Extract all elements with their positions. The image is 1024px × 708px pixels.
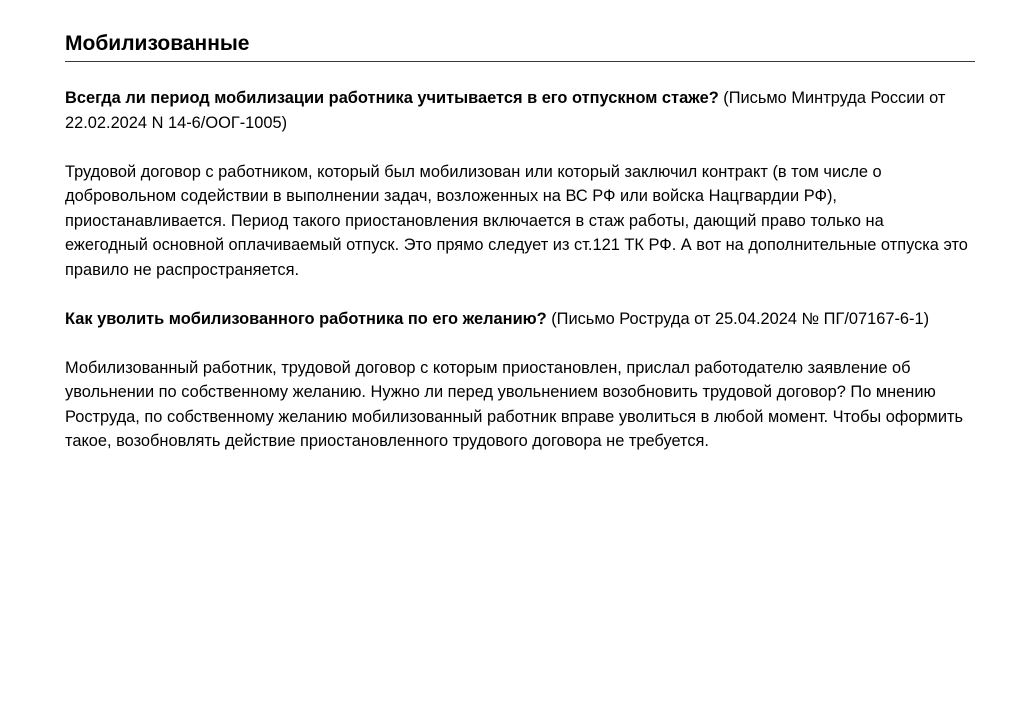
question-paragraph-1 (65, 86, 970, 135)
title-divider (65, 61, 975, 62)
document-body (65, 86, 970, 478)
page-title: Мобилизованные (65, 32, 250, 55)
source-2: (Письмо Роструда от 25.04.2024 № ПГ/07167-6-1) (551, 309, 930, 328)
question-paragraph-2 (65, 307, 970, 332)
answer-paragraph-1: Трудовой договор с работником, который был мобилизован или который заключил контракт (в том числе о добровольном содействии в выполнении задач, возложенных на ВС РФ или войска Нацгвардии РФ), приостанавливается. Период такого приостановления включается в стаж работы, дающий право только на ежегодный основной оплачиваемый отпуск. Это прямо следует из ст.121 ТК РФ. А вот на дополнительные отпуска это правило не распространяется. (65, 162, 968, 279)
answer-paragraph-2: Мобилизованный работник, трудовой договор с которым приостановлен, прислал работодателю заявление об увольнении по собственному желанию. Нужно ли перед увольнением возобновить трудовой договор? По мнению Роструда, по собственному желанию мобилизованный работник вправе уволиться в любой момент. Чтобы оформить такое, возобновлять действие приостановленного трудового договора не требуется. (65, 358, 964, 450)
question-2: Как уволить мобилизованного работника по его желанию? (65, 309, 547, 328)
question-1: Всегда ли период мобилизации работника учитывается в его отпускном стаже? (65, 89, 719, 107)
document-page (65, 0, 975, 708)
source-1: (Письмо Минтруда России от 22.02.2024 N 14-6/ООГ-1005) (65, 89, 946, 132)
